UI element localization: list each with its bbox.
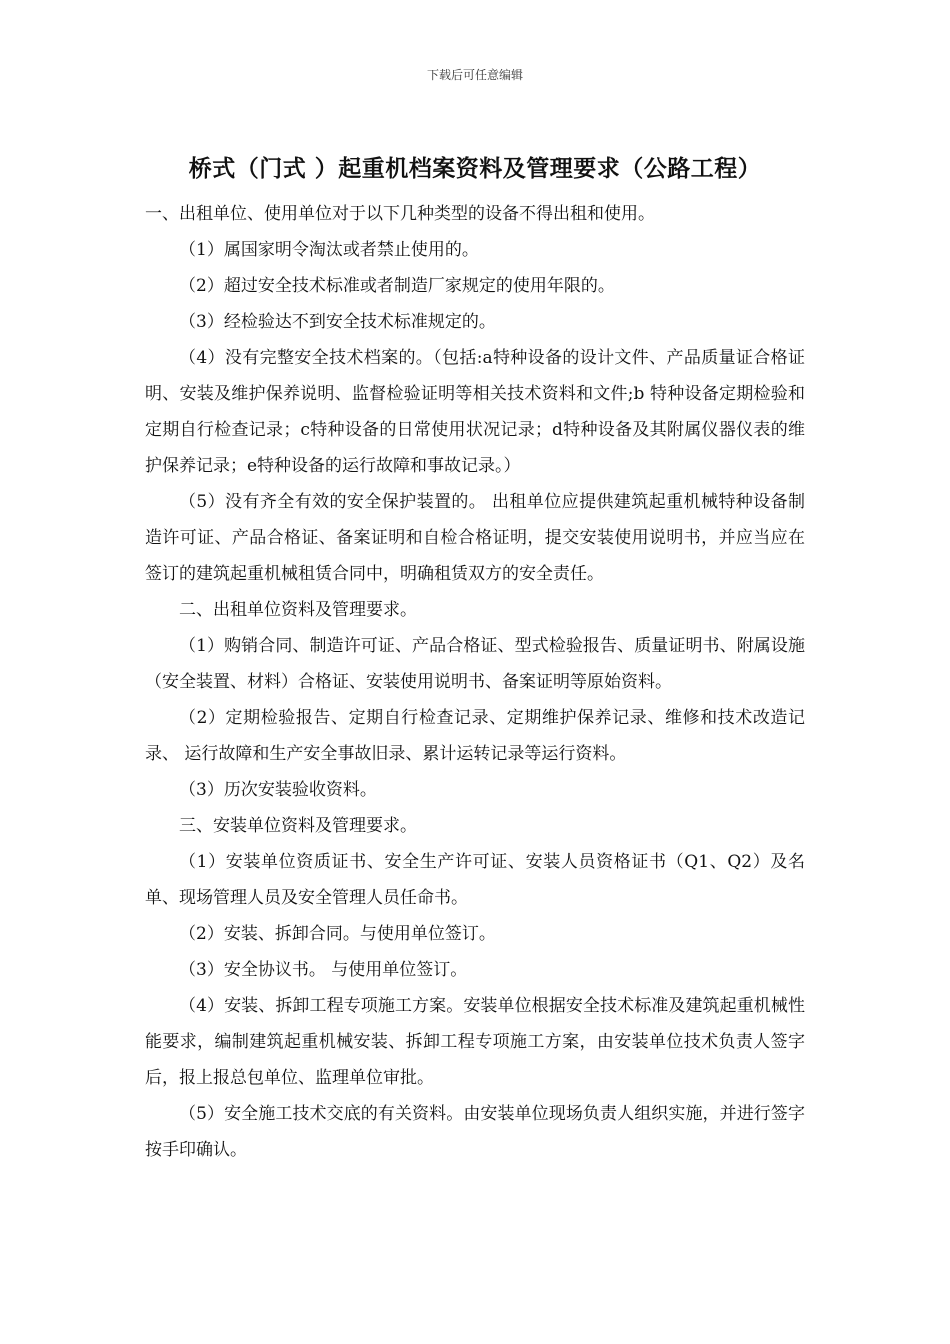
document-body (145, 196, 805, 1168)
paragraph: （2）安装、拆卸合同。与使用单位签订。 (179, 924, 496, 944)
section-heading-3: 三、安装单位资料及管理要求。 (179, 816, 417, 836)
paragraph: （3）历次安装验收资料。 (179, 780, 377, 800)
paragraph: （5）安全施工技术交底的有关资料。由安装单位现场负责人组织实施，并进行签字按手印确认。 (145, 1104, 805, 1160)
section-heading-2: 二、出租单位资料及管理要求。 (179, 600, 417, 620)
paragraph: （3）安全协议书。 与使用单位签订。 (179, 960, 468, 980)
paragraph: （5）没有齐全有效的安全保护装置的。 出租单位应提供建筑起重机械特种设备制造许可证、产品合格证、备案证明和自检合格证明，提交安装使用说明书，并应当应在签订的建筑起重机械租赁合同中，明确租赁双方的安全责任。 (145, 492, 805, 584)
paragraph: （1）属国家明令淘汰或者禁止使用的。 (179, 240, 479, 260)
page-header-note: 下载后可任意编辑 (426, 68, 523, 82)
paragraph: （3）经检验达不到安全技术标准规定的。 (179, 312, 496, 332)
paragraph: （4）安装、拆卸工程专项施工方案。安装单位根据安全技术标准及建筑起重机械性能要求，编制建筑起重机械安装、拆卸工程专项施工方案，由安装单位技术负责人签字后，报上报总包单位、监理单位审批。 (145, 996, 805, 1088)
paragraph: （2）超过安全技术标准或者制造厂家规定的使用年限的。 (179, 276, 615, 296)
paragraph: （2）定期检验报告、定期自行检查记录、定期维护保养记录、维修和技术改造记录、 运行故障和生产安全事故旧录、累计运转记录等运行资料。 (145, 708, 805, 764)
paragraph: （1）购销合同、制造许可证、产品合格证、型式检验报告、质量证明书、附属设施（安全装置、材料）合格证、安装使用说明书、备案证明等原始资料。 (145, 636, 805, 692)
paragraph: （1）安装单位资质证书、安全生产许可证、安装人员资格证书（Q1、Q2）及名单、现场管理人员及安全管理人员任命书。 (145, 852, 805, 908)
document-title: 桥式（门式 ）起重机档案资料及管理要求（公路工程） (188, 155, 762, 182)
paragraph: （4）没有完整安全技术档案的。（包括:a特种设备的设计文件、产品质量证合格证明、安装及维护保养说明、监督检验证明等相关技术资料和文件;b 特种设备定期检验和定期自行检查记录；c特种设备的日常使用状况记录；d特种设备及其附属仪器仪表的维护保养记录；e特种设备的运行故障和事故记录。） (145, 348, 805, 476)
section-heading-1: 一、出租单位、使用单位对于以下几种类型的设备不得出租和使用。 (145, 204, 655, 224)
